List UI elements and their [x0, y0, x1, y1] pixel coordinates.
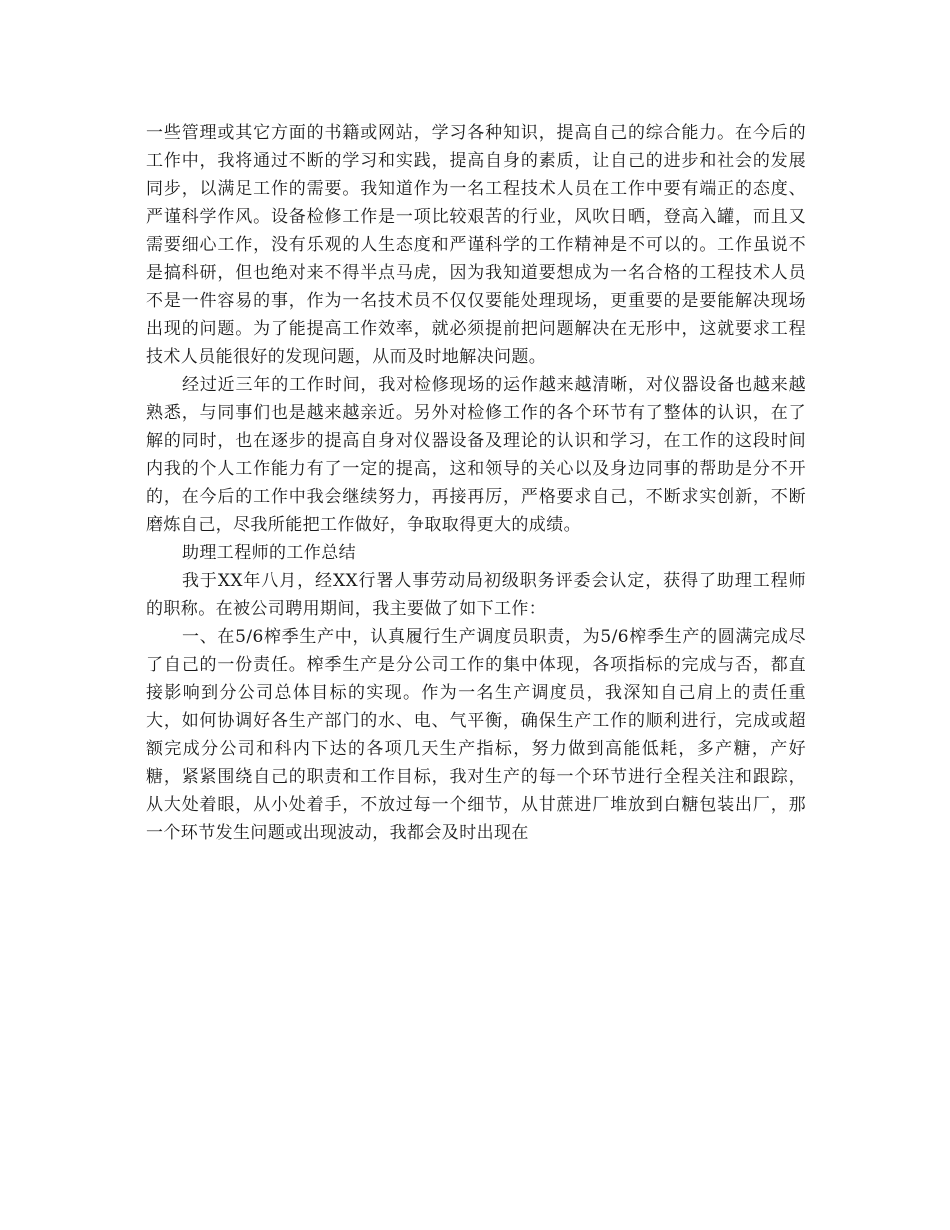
- section-heading: 助理工程师的工作总结: [182, 543, 356, 563]
- paragraph-4: 一、在5/6榨季生产中，认真履行生产调度员职责，为5/6榨季生产的圆满完成尽了自己的一份责任。榨季生产是分公司工作的集中体现，各项指标的完成与否，都直接影响到分公司总体目标的实现。作为一名生产调度员，我深知自己肩上的责任重大，如何协调好各生产部门的水、电、气平衡，确保生产工作的顺利进行，完成或超额完成分公司和科内下达的各项几天生产指标，努力做到高能低耗，多产糖，产好糖，紧紧围绕自己的职责和工作目标，我对生产的每一个环节进行全程关注和跟踪，从大处着眼，从小处着手，不放过每一个细节，从甘蔗进厂堆放到白糖包装出厂，那一个环节发生问题或出现波动，我都会及时出现在: [146, 627, 806, 843]
- paragraph-2: 经过近三年的工作时间，我对检修现场的运作越来越清晰，对仪器设备也越来越熟悉，与同事们也是越来越亲近。另外对检修工作的各个环节有了整体的认识，在了解的同时，也在逐步的提高自身对仪器设备及理论的认识和学习，在工作的这段时间内我的个人工作能力有了一定的提高，这和领导的关心以及身边同事的帮助是分不开的，在今后的工作中我会继续努力，再接再厉，严格要求自己，不断求实创新，不断磨炼自己，尽我所能把工作做好，争取取得更大的成绩。: [146, 375, 806, 535]
- paragraph-1: 一些管理或其它方面的书籍或网站，学习各种知识，提高自己的综合能力。在今后的工作中，我将通过不断的学习和实践，提高自身的素质，让自己的进步和社会的发展同步，以满足工作的需要。我知道作为一名工程技术人员在工作中要有端正的态度、严谨科学作风。设备检修工作是一项比较艰苦的行业，风吹日晒，登高入罐，而且又需要细心工作，没有乐观的人生态度和严谨科学的工作精神是不可以的。工作虽说不是搞科研，但也绝对来不得半点马虎，因为我知道要想成为一名合格的工程技术人员不是一件容易的事，作为一名技术员不仅仅要能处理现场，更重要的是要能解决现场出现的问题。为了能提高工作效率，就必须提前把问题解决在无形中，这就要求工程技术人员能很好的发现问题，从而及时地解决问题。: [146, 123, 806, 367]
- document-body: [146, 119, 806, 847]
- paragraph-3: 我于XX年八月，经XX行署人事劳动局初级职务评委会认定，获得了助理工程师的职称。在被公司聘用期间，我主要做了如下工作：: [146, 571, 806, 619]
